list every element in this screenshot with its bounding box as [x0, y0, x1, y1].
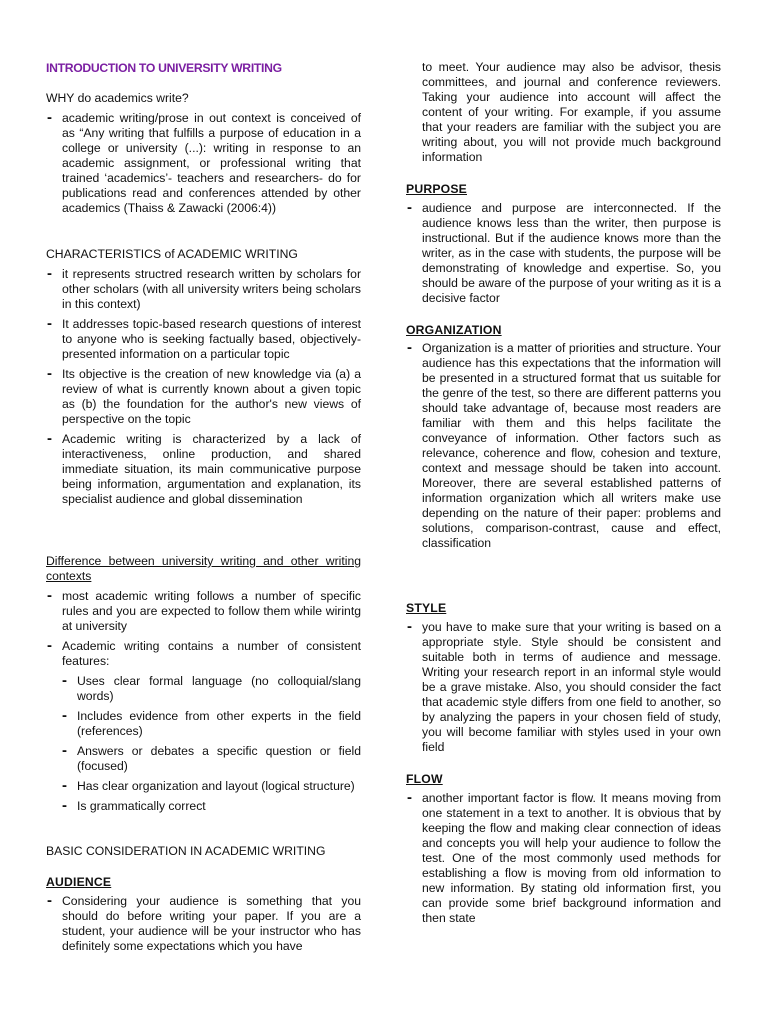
why-list	[46, 111, 361, 221]
style-list	[406, 620, 721, 760]
audience-list	[46, 894, 361, 959]
purpose-list	[406, 201, 721, 311]
organization-heading: ORGANIZATION	[406, 323, 502, 337]
list-item: - It addresses topic-based research questions of interest to anyone who is seeking factually based, objectively-presented information on a particular topic	[46, 317, 361, 362]
difference-label: Difference between university writing and other writing contexts	[46, 554, 361, 583]
list-item: - Is grammatically correct	[61, 799, 361, 814]
why-label: WHY do academics write?	[46, 91, 189, 105]
list-item: - Includes evidence from other experts in the field (references)	[61, 709, 361, 739]
style-heading: STYLE	[406, 601, 447, 615]
basic-consideration-label: BASIC CONSIDERATION IN ACADEMIC WRITING	[46, 844, 326, 858]
characteristics-list	[46, 267, 361, 512]
organization-list	[406, 341, 721, 556]
list-item: - Answers or debates a specific question or field (focused)	[61, 744, 361, 774]
list-item: - it represents structred research written by scholars for other scholars (with all university writers being scholars in this context)	[46, 267, 361, 312]
list-item: - Academic writing contains a number of consistent features:	[46, 639, 361, 669]
document-title: INTRODUCTION TO UNIVERSITY WRITING	[46, 61, 282, 75]
list-item: - most academic writing follows a number of specific rules and you are expected to follow them while wirintg at university	[46, 589, 361, 634]
audience-heading: AUDIENCE	[46, 875, 112, 889]
purpose-heading: PURPOSE	[406, 182, 467, 196]
characteristics-label: CHARACTERISTICS of ACADEMIC WRITING	[46, 247, 298, 261]
list-item: - Uses clear formal language (no colloquial/slang words)	[61, 674, 361, 704]
audience-continued-text: to meet. Your audience may also be advisor, thesis committees, and journal and conference reviewers. Taking your audience into account will affect the content of your writing. For example, if you assume that your readers are familiar with the subject you are writing about, you will not provide much background information	[422, 60, 721, 164]
flow-list	[406, 791, 721, 931]
list-item: - Considering your audience is something that you should do before writing your paper. If you are a student, your audience will be your instructor who has definitely some expectations which you have	[46, 894, 361, 954]
list-item: - Its objective is the creation of new knowledge via (a) a review of what is currently known about a given topic as (b) the foundation for the author's new views of perspective on the topic	[46, 367, 361, 427]
list-item: - Has clear organization and layout (logical structure)	[61, 779, 361, 794]
list-item: - Organization is a matter of priorities and structure. Your audience has this expectations that the information will be presented in a structured format that us suitable for the genre of the test, so there are different patterns you should take advantage of, because most readers are familiar with them and this helps facilitate the conveyance of information. Other factors such as relevance, coherence and flow, cohesion and texture, context and message should be taken into account. Moreover, there are several established patterns of information organization which all writers make use depending on the nature of their paper: problems and solutions, comparison-contrast, cause and effect, classification	[406, 341, 721, 551]
list-item: - another important factor is flow. It means moving from one statement in a text to another. It is obvious that by keeping the flow and making clear connection of ideas and concepts you will help your audience to follow the test. One of the most commonly used methods for establishing a flow is moving from old information to new information. By stating old information first, you can provide some brief background information and then state	[406, 791, 721, 926]
list-item: - Academic writing is characterized by a lack of interactiveness, online production, and shared immediate situation, its main communicative purpose being information, argumentation and explanation, its specialist audience and global dissemination	[46, 432, 361, 507]
features-list	[61, 674, 361, 819]
list-item: - audience and purpose are interconnected. If the audience knows less than the writer, then purpose is instructional. But if the audience knows more than the writer, as in the case with students, the purpose will be demonstrating of knowledge and expertise. So, you should be aware of the purpose of your writing as it is a decisive factor	[406, 201, 721, 306]
flow-heading: FLOW	[406, 772, 443, 786]
list-item: - you have to make sure that your writing is based on a appropriate style. Style should be consistent and suitable both in terms of audience and message. Writing your research report in an informal style would be a grave mistake. Also, you should consider the fact that academic style differs from one field to another, so by analyzing the papers in your chosen field of study, you will become familiar with styles used in your own field	[406, 620, 721, 755]
difference-list	[46, 589, 361, 674]
list-item: - academic writing/prose in out context is conceived of as “Any writing that fulfills a purpose of education in a college or university (...): writing in response to an academic assignment, or professional writing that trained ‘academics’- teachers and researchers- do for publications read and conferences attended by other academics (Thaiss & Zawacki (2006:4))	[46, 111, 361, 216]
